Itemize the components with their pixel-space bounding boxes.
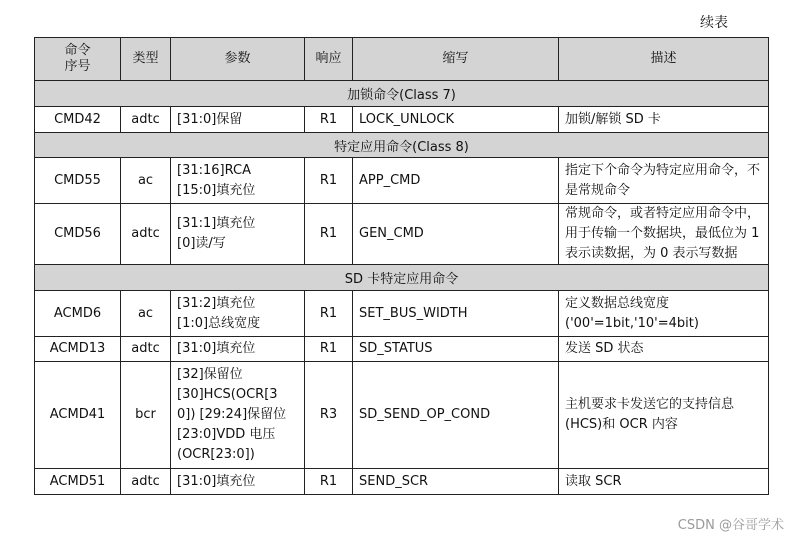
- table-row: [35, 158, 769, 204]
- section-title: SD 卡特定应用命令: [35, 265, 769, 291]
- param-cell: [31:16]RCA [15:0]填充位: [171, 158, 305, 204]
- cmd-cell: CMD56: [35, 204, 121, 265]
- desc-cell: 常规命令，或者特定应用命令中，用于传输一个数据块，最低位为 1 表示读数据，为 0 表示写数据: [559, 204, 769, 265]
- abbr-cell: SD_SEND_OP_COND: [353, 362, 559, 469]
- section-row: [35, 133, 769, 158]
- header-cmd-no: 命令 序号: [35, 38, 121, 81]
- desc-cell: 主机要求卡发送它的支持信息(HCS)和 OCR 内容: [559, 362, 769, 469]
- abbr-cell: SEND_SCR: [353, 469, 559, 495]
- type-cell: ac: [121, 291, 171, 337]
- cmd-cell: ACMD6: [35, 291, 121, 337]
- param-cell: [32]保留位 [30]HCS(OCR[3 0]) [29:24]保留位 [23:0]VDD 电压 (OCR[23:0]): [171, 362, 305, 469]
- desc-cell: 加锁/解锁 SD 卡: [559, 107, 769, 133]
- section-title: 特定应用命令(Class 8): [35, 133, 769, 158]
- section-row: [35, 81, 769, 107]
- response-cell: R1: [305, 337, 353, 362]
- section-title: 加锁命令(Class 7): [35, 81, 769, 107]
- abbr-cell: SD_STATUS: [353, 337, 559, 362]
- table-row: [35, 204, 769, 265]
- cmd-cell: CMD55: [35, 158, 121, 204]
- desc-cell: 定义数据总线宽度 ('00'=1bit,'10'=4bit): [559, 291, 769, 337]
- header-type: 类型: [121, 38, 171, 81]
- table-row: [35, 107, 769, 133]
- response-cell: R1: [305, 158, 353, 204]
- abbr-cell: GEN_CMD: [353, 204, 559, 265]
- header-desc: 描述: [559, 38, 769, 81]
- abbr-cell: LOCK_UNLOCK: [353, 107, 559, 133]
- abbr-cell: SET_BUS_WIDTH: [353, 291, 559, 337]
- param-cell: [31:2]填充位 [1:0]总线宽度: [171, 291, 305, 337]
- table-header-row: [35, 38, 769, 81]
- cmd-cell: ACMD13: [35, 337, 121, 362]
- desc-cell: 发送 SD 状态: [559, 337, 769, 362]
- response-cell: R3: [305, 362, 353, 469]
- param-cell: [31:0]填充位: [171, 337, 305, 362]
- header-response: 响应: [305, 38, 353, 81]
- type-cell: adtc: [121, 337, 171, 362]
- param-cell: [31:0]填充位: [171, 469, 305, 495]
- type-cell: bcr: [121, 362, 171, 469]
- header-param: 参数: [171, 38, 305, 81]
- cmd-cell: ACMD41: [35, 362, 121, 469]
- watermark: CSDN @谷哥学术: [677, 518, 784, 533]
- type-cell: adtc: [121, 204, 171, 265]
- response-cell: R1: [305, 469, 353, 495]
- table-row: [35, 291, 769, 337]
- desc-cell: 读取 SCR: [559, 469, 769, 495]
- command-table: [34, 37, 769, 495]
- param-cell: [31:1]填充位 [0]读/写: [171, 204, 305, 265]
- type-cell: ac: [121, 158, 171, 204]
- response-cell: R1: [305, 107, 353, 133]
- section-row: [35, 265, 769, 291]
- table-row: [35, 469, 769, 495]
- response-cell: R1: [305, 204, 353, 265]
- abbr-cell: APP_CMD: [353, 158, 559, 204]
- table-row: [35, 337, 769, 362]
- type-cell: adtc: [121, 469, 171, 495]
- header-abbr: 缩写: [353, 38, 559, 81]
- response-cell: R1: [305, 291, 353, 337]
- table-row: [35, 362, 769, 469]
- param-cell: [31:0]保留: [171, 107, 305, 133]
- cmd-cell: ACMD51: [35, 469, 121, 495]
- desc-cell: 指定下个命令为特定应用命令，不是常规命令: [559, 158, 769, 204]
- cmd-cell: CMD42: [35, 107, 121, 133]
- type-cell: adtc: [121, 107, 171, 133]
- table-caption: 续表: [700, 15, 728, 31]
